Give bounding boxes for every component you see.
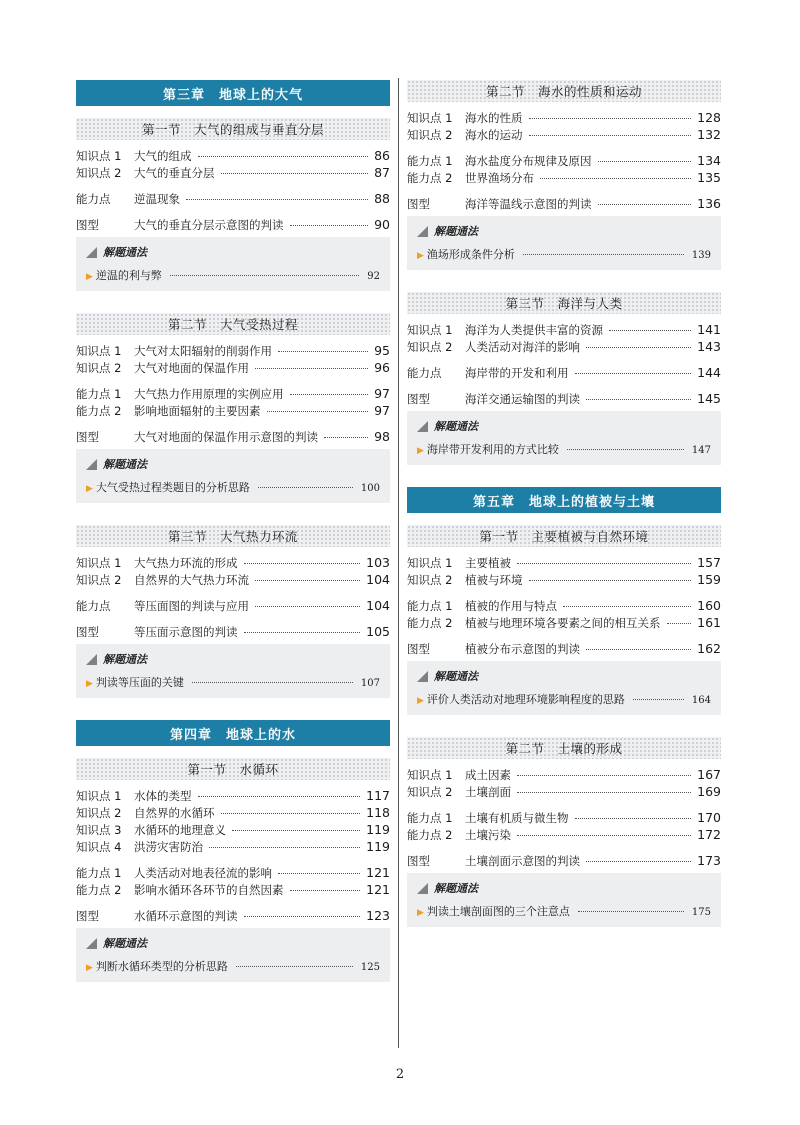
leader-dots — [244, 563, 361, 564]
entry-page: 97 — [374, 403, 390, 418]
leader-dots — [278, 873, 360, 874]
toc-entry[interactable] — [76, 787, 390, 804]
arrow-icon: ▶ — [417, 908, 424, 918]
triangle-icon — [86, 459, 97, 470]
arrow-icon: ▶ — [86, 272, 93, 282]
method-entry[interactable] — [86, 267, 380, 283]
entry-title: 世界渔场分布 — [465, 171, 534, 185]
entry-title: 水循环示意图的判读 — [134, 909, 238, 923]
method-label: 解题通法 — [103, 246, 147, 259]
entry-page: 157 — [697, 555, 721, 570]
leader-dots — [198, 156, 369, 157]
entry-title: 大气对地面的保温作用示意图的判读 — [134, 430, 318, 444]
toc-entry[interactable] — [76, 821, 390, 838]
entry-page: 167 — [697, 767, 721, 782]
entry-label: 知识点 3 — [76, 823, 122, 837]
method-entry[interactable] — [417, 246, 711, 262]
entry-label: 图型 — [407, 642, 430, 656]
toc-entry[interactable] — [407, 321, 721, 338]
leader-dots — [198, 796, 361, 797]
leader-dots — [221, 173, 369, 174]
method-label: 解题通法 — [434, 882, 478, 895]
entry-title: 主要植被 — [465, 556, 511, 570]
method-page: 100 — [360, 483, 380, 494]
entry-page: 121 — [366, 882, 390, 897]
toc-entry[interactable] — [407, 390, 721, 407]
leader-dots — [563, 606, 691, 607]
toc-entry[interactable] — [76, 402, 390, 419]
entry-label: 能力点 — [407, 366, 442, 380]
toc-entries — [76, 554, 390, 640]
leader-dots — [598, 204, 692, 205]
entry-page: 88 — [374, 191, 390, 206]
entry-label: 知识点 2 — [76, 806, 122, 820]
triangle-icon — [417, 226, 428, 237]
method-title: 大气受热过程类题目的分析思路 — [95, 481, 250, 494]
entry-label: 能力点 2 — [76, 883, 122, 897]
entry-title: 大气的组成 — [134, 149, 192, 163]
entry-label: 图型 — [76, 218, 99, 232]
entry-page: 121 — [366, 865, 390, 880]
section-heading[interactable]: 第二节 土壤的形成 — [407, 737, 721, 759]
entry-title: 水体的类型 — [134, 789, 192, 803]
toc-entry[interactable] — [76, 190, 390, 207]
toc-entry[interactable] — [407, 152, 721, 169]
section-heading[interactable]: 第三节 海洋与人类 — [407, 292, 721, 314]
method-entry[interactable] — [86, 479, 380, 495]
entry-title: 海洋交通运输图的判读 — [465, 392, 580, 406]
method-entry[interactable] — [86, 674, 380, 690]
entry-title: 大气对地面的保温作用 — [134, 361, 249, 375]
method-title: 海岸带开发利用的方式比较 — [426, 443, 559, 456]
entry-label: 知识点 2 — [407, 573, 453, 587]
method-header — [417, 222, 711, 240]
toc-entry[interactable] — [76, 554, 390, 571]
entry-page: 162 — [697, 641, 721, 656]
leader-dots — [324, 437, 368, 438]
leader-dots — [529, 135, 692, 136]
entry-page: 128 — [697, 110, 721, 125]
entry-label: 能力点 2 — [407, 828, 453, 842]
entry-label: 知识点 4 — [76, 840, 122, 854]
leader-dots — [586, 861, 691, 862]
entry-label: 能力点 1 — [407, 154, 453, 168]
method-box — [407, 411, 721, 465]
leader-dots — [633, 699, 684, 700]
entry-label: 知识点 1 — [407, 768, 453, 782]
toc-entry[interactable] — [407, 783, 721, 800]
leader-dots — [255, 606, 360, 607]
entry-title: 土壤剖面示意图的判读 — [465, 854, 580, 868]
entry-page: 144 — [697, 365, 721, 380]
toc-entry[interactable] — [407, 852, 721, 869]
entry-title: 自然界的大气热力环流 — [134, 573, 249, 587]
entry-page: 95 — [374, 343, 390, 358]
method-label: 解题通法 — [434, 420, 478, 433]
method-label: 解题通法 — [103, 937, 147, 950]
leader-dots — [278, 351, 368, 352]
right-column — [407, 80, 721, 949]
leader-dots — [186, 199, 368, 200]
entry-title: 植被与地理环境各要素之间的相互关系 — [465, 616, 661, 630]
entry-title: 海洋等温线示意图的判读 — [465, 197, 592, 211]
leader-dots — [236, 966, 353, 967]
toc-entry[interactable] — [76, 385, 390, 402]
toc-entry[interactable] — [407, 640, 721, 657]
leader-dots — [540, 178, 691, 179]
entry-title: 等压面示意图的判读 — [134, 625, 238, 639]
toc-entries — [76, 787, 390, 924]
leader-dots — [578, 911, 684, 912]
toc-entries — [407, 109, 721, 212]
leader-dots — [244, 632, 361, 633]
section-heading[interactable]: 第一节 主要植被与自然环境 — [407, 525, 721, 547]
entry-title: 人类活动对海洋的影响 — [465, 340, 580, 354]
leader-dots — [529, 580, 692, 581]
toc-entry[interactable] — [76, 428, 390, 445]
toc-entry[interactable] — [76, 597, 390, 614]
method-title: 评价人类活动对地理环境影响程度的思路 — [426, 693, 625, 706]
entry-page: 119 — [366, 822, 390, 837]
left-column — [76, 80, 390, 1004]
entry-title: 海水的性质 — [465, 111, 523, 125]
method-box — [76, 928, 390, 982]
entry-label: 图型 — [76, 625, 99, 639]
leader-dots — [267, 411, 369, 412]
method-header — [86, 650, 380, 668]
leader-dots — [290, 225, 369, 226]
toc-entry[interactable] — [76, 216, 390, 233]
method-header — [417, 417, 711, 435]
leader-dots — [575, 818, 692, 819]
section-heading[interactable]: 第一节 大气的组成与垂直分层 — [76, 118, 390, 140]
leader-dots — [529, 118, 692, 119]
page-number: 2 — [395, 1067, 405, 1082]
entry-title: 人类活动对地表径流的影响 — [134, 866, 272, 880]
leader-dots — [517, 792, 691, 793]
toc-entry[interactable] — [407, 571, 721, 588]
method-page: 147 — [691, 445, 711, 456]
arrow-icon: ▶ — [417, 446, 424, 456]
arrow-icon: ▶ — [417, 251, 424, 261]
entry-label: 知识点 2 — [407, 128, 453, 142]
method-box — [76, 644, 390, 698]
entry-page: 96 — [374, 360, 390, 375]
arrow-icon: ▶ — [86, 484, 93, 494]
entry-page: 132 — [697, 127, 721, 142]
method-page: 92 — [367, 271, 380, 282]
entry-title: 海水的运动 — [465, 128, 523, 142]
entry-title: 大气热力环流的形成 — [134, 556, 238, 570]
entry-title: 等压面图的判读与应用 — [134, 599, 249, 613]
toc-entry[interactable] — [407, 614, 721, 631]
toc-entries — [407, 321, 721, 407]
entry-title: 植被与环境 — [465, 573, 523, 587]
entry-label: 图型 — [407, 854, 430, 868]
entry-page: 87 — [374, 165, 390, 180]
entry-page: 104 — [366, 572, 390, 587]
arrow-icon: ▶ — [86, 679, 93, 689]
toc-entry[interactable] — [76, 164, 390, 181]
entry-page: 97 — [374, 386, 390, 401]
triangle-icon — [86, 247, 97, 258]
toc-entry[interactable] — [76, 571, 390, 588]
leader-dots — [258, 487, 353, 488]
method-header — [86, 934, 380, 952]
toc-entry[interactable] — [76, 359, 390, 376]
entry-title: 土壤有机质与微生物 — [465, 811, 569, 825]
leader-dots — [255, 368, 368, 369]
triangle-icon — [417, 421, 428, 432]
arrow-icon: ▶ — [417, 696, 424, 706]
method-entry[interactable] — [417, 441, 711, 457]
leader-dots — [586, 649, 691, 650]
entry-label: 图型 — [76, 430, 99, 444]
entry-label: 知识点 1 — [76, 344, 122, 358]
entry-label: 能力点 2 — [407, 171, 453, 185]
method-entry[interactable] — [417, 903, 711, 919]
entry-title: 植被的作用与特点 — [465, 599, 557, 613]
entry-title: 大气热力作用原理的实例应用 — [134, 387, 284, 401]
method-header — [86, 455, 380, 473]
toc-entry[interactable] — [407, 766, 721, 783]
entry-page: 135 — [697, 170, 721, 185]
entry-title: 水循环的地理意义 — [134, 823, 226, 837]
method-header — [86, 243, 380, 261]
leader-dots — [575, 373, 692, 374]
method-page: 175 — [691, 907, 711, 918]
column-divider — [398, 78, 399, 1048]
entry-label: 能力点 1 — [76, 866, 122, 880]
arrow-icon: ▶ — [86, 963, 93, 973]
leader-dots — [586, 399, 691, 400]
entry-page: 173 — [697, 853, 721, 868]
entry-page: 136 — [697, 196, 721, 211]
entry-label: 能力点 — [76, 599, 111, 613]
entry-page: 134 — [697, 153, 721, 168]
entry-label: 图型 — [407, 197, 430, 211]
leader-dots — [586, 347, 691, 348]
toc-entries — [407, 766, 721, 869]
entry-page: 145 — [697, 391, 721, 406]
entry-label: 知识点 2 — [76, 361, 122, 375]
entry-page: 105 — [366, 624, 390, 639]
entry-label: 图型 — [76, 909, 99, 923]
entry-label: 能力点 1 — [76, 387, 122, 401]
entry-label: 知识点 2 — [407, 785, 453, 799]
entry-title: 植被分布示意图的判读 — [465, 642, 580, 656]
entry-label: 能力点 2 — [76, 404, 122, 418]
toc-entry[interactable] — [407, 338, 721, 355]
method-box — [407, 661, 721, 715]
entry-page: 161 — [697, 615, 721, 630]
entry-page: 119 — [366, 839, 390, 854]
leader-dots — [232, 830, 360, 831]
method-label: 解题通法 — [103, 458, 147, 471]
leader-dots — [170, 275, 359, 276]
toc-entries — [76, 342, 390, 445]
entry-title: 土壤污染 — [465, 828, 511, 842]
entry-title: 逆温现象 — [134, 192, 180, 206]
toc-entry[interactable] — [76, 907, 390, 924]
method-title: 逆温的利与弊 — [95, 269, 162, 282]
leader-dots — [517, 563, 691, 564]
entry-page: 123 — [366, 908, 390, 923]
entry-page: 117 — [366, 788, 390, 803]
entry-label: 知识点 1 — [76, 789, 122, 803]
toc-entry[interactable] — [407, 109, 721, 126]
method-page: 164 — [691, 695, 711, 706]
entry-page: 98 — [374, 429, 390, 444]
entry-page: 118 — [366, 805, 390, 820]
method-page: 107 — [360, 678, 380, 689]
toc-entry[interactable] — [407, 195, 721, 212]
entry-label: 图型 — [407, 392, 430, 406]
leader-dots — [290, 890, 361, 891]
entry-title: 大气的垂直分层 — [134, 166, 215, 180]
entry-label: 知识点 1 — [407, 323, 453, 337]
toc-entry[interactable] — [76, 623, 390, 640]
entry-page: 103 — [366, 555, 390, 570]
entry-page: 170 — [697, 810, 721, 825]
section-heading[interactable]: 第三节 大气热力环流 — [76, 525, 390, 547]
method-label: 解题通法 — [434, 225, 478, 238]
triangle-icon — [86, 654, 97, 665]
entry-label: 能力点 1 — [407, 599, 453, 613]
triangle-icon — [417, 671, 428, 682]
entry-page: 172 — [697, 827, 721, 842]
toc-entry[interactable] — [76, 881, 390, 898]
entry-title: 海岸带的开发和利用 — [465, 366, 569, 380]
leader-dots — [523, 254, 684, 255]
entry-title: 成土因素 — [465, 768, 511, 782]
entry-title: 大气的垂直分层示意图的判读 — [134, 218, 284, 232]
toc-entry[interactable] — [407, 554, 721, 571]
leader-dots — [667, 623, 692, 624]
toc-entries — [76, 147, 390, 233]
toc-entry[interactable] — [76, 838, 390, 855]
entry-title: 海洋为人类提供丰富的资源 — [465, 323, 603, 337]
entry-title: 大气对太阳辐射的削弱作用 — [134, 344, 272, 358]
entry-label: 知识点 2 — [407, 340, 453, 354]
toc-entry[interactable] — [407, 809, 721, 826]
section-heading[interactable]: 第二节 大气受热过程 — [76, 313, 390, 335]
entry-label: 能力点 2 — [407, 616, 453, 630]
entry-label: 知识点 1 — [407, 556, 453, 570]
entry-page: 159 — [697, 572, 721, 587]
toc-entry[interactable] — [407, 364, 721, 381]
entry-page: 169 — [697, 784, 721, 799]
leader-dots — [209, 847, 360, 848]
entry-page: 90 — [374, 217, 390, 232]
method-box — [407, 873, 721, 927]
entry-page: 104 — [366, 598, 390, 613]
leader-dots — [517, 835, 691, 836]
toc-entry[interactable] — [407, 597, 721, 614]
triangle-icon — [86, 938, 97, 949]
leader-dots — [567, 449, 684, 450]
toc-entries — [407, 554, 721, 657]
chapter-heading[interactable]: 第四章 地球上的水 — [76, 720, 390, 746]
entry-title: 影响地面辐射的主要因素 — [134, 404, 261, 418]
entry-page: 160 — [697, 598, 721, 613]
leader-dots — [255, 580, 360, 581]
entry-label: 能力点 1 — [407, 811, 453, 825]
entry-label: 能力点 — [76, 192, 111, 206]
method-header — [417, 667, 711, 685]
leader-dots — [221, 813, 361, 814]
method-title: 渔场形成条件分析 — [426, 248, 515, 261]
toc-entry[interactable] — [76, 864, 390, 881]
chapter-heading[interactable]: 第三章 地球上的大气 — [76, 80, 390, 106]
method-entry[interactable] — [417, 691, 711, 707]
leader-dots — [192, 682, 353, 683]
entry-label: 知识点 1 — [76, 556, 122, 570]
leader-dots — [290, 394, 369, 395]
entry-label: 知识点 2 — [76, 573, 122, 587]
entry-title: 土壤剖面 — [465, 785, 511, 799]
method-box — [76, 449, 390, 503]
toc-entry[interactable] — [407, 126, 721, 143]
toc-entry[interactable] — [76, 342, 390, 359]
section-heading[interactable]: 第一节 水循环 — [76, 758, 390, 780]
method-entry[interactable] — [86, 958, 380, 974]
entry-title: 影响水循环各环节的自然因素 — [134, 883, 284, 897]
method-label: 解题通法 — [103, 653, 147, 666]
entry-label: 知识点 1 — [76, 149, 122, 163]
chapter-heading[interactable]: 第五章 地球上的植被与土壤 — [407, 487, 721, 513]
method-page: 139 — [691, 250, 711, 261]
entry-page: 143 — [697, 339, 721, 354]
method-page: 125 — [360, 962, 380, 973]
entry-label: 知识点 2 — [76, 166, 122, 180]
method-title: 判读等压面的关键 — [95, 676, 184, 689]
leader-dots — [517, 775, 691, 776]
section-heading[interactable]: 第二节 海水的性质和运动 — [407, 80, 721, 102]
entry-page: 86 — [374, 148, 390, 163]
method-title: 判断水循环类型的分析思路 — [95, 960, 228, 973]
entry-title: 自然界的水循环 — [134, 806, 215, 820]
entry-label: 知识点 1 — [407, 111, 453, 125]
entry-title: 洪涝灾害防治 — [134, 840, 203, 854]
entry-page: 141 — [697, 322, 721, 337]
leader-dots — [244, 916, 361, 917]
toc-entry[interactable] — [76, 804, 390, 821]
toc-entry[interactable] — [407, 826, 721, 843]
toc-entry[interactable] — [407, 169, 721, 186]
method-box — [76, 237, 390, 291]
method-label: 解题通法 — [434, 670, 478, 683]
method-header — [417, 879, 711, 897]
leader-dots — [609, 330, 691, 331]
entry-title: 海水盐度分布规律及原因 — [465, 154, 592, 168]
triangle-icon — [417, 883, 428, 894]
method-box — [407, 216, 721, 270]
method-title: 判读土壤剖面图的三个注意点 — [426, 905, 570, 918]
toc-entry[interactable] — [76, 147, 390, 164]
leader-dots — [598, 161, 692, 162]
